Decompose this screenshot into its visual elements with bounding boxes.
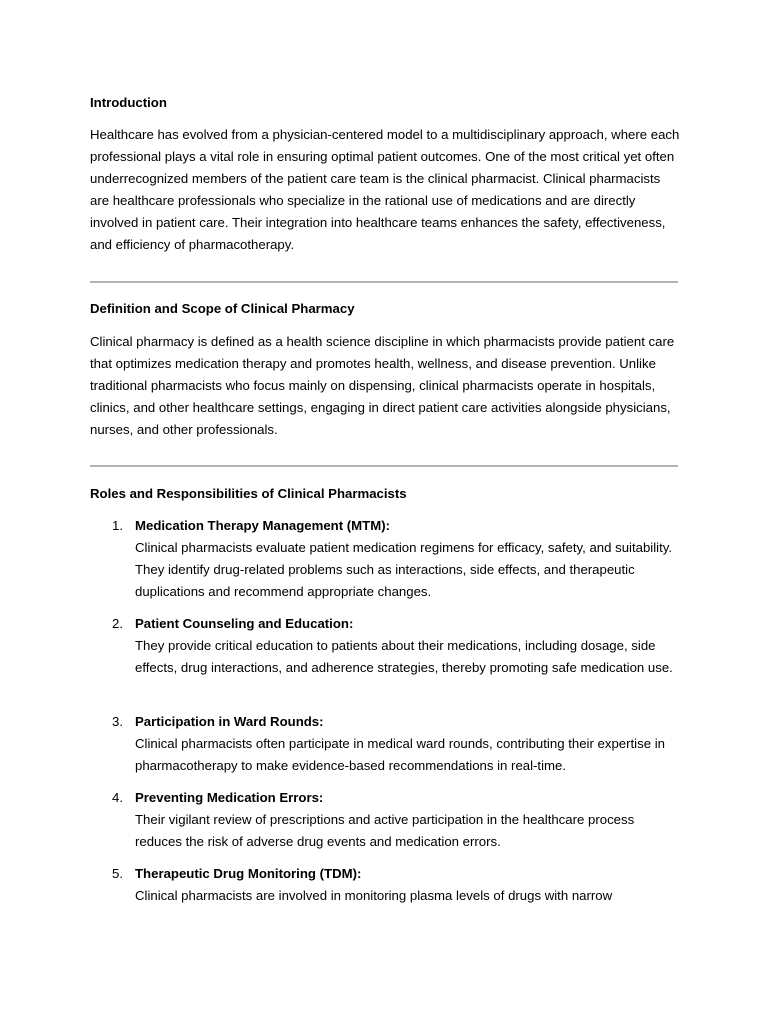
list-item-body: Clinical pharmacists evaluate patient medication regimens for efficacy, safety, and suitability. They identify drug-related problems such as interactions, side effects, and therapeutic duplications and recommend appropriate changes. [135,540,673,599]
list-item-title: Therapeutic Drug Monitoring (TDM): [135,866,362,881]
list-item-title: Participation in Ward Rounds: [135,714,324,729]
list-item-number: 1. [112,518,123,533]
list-item-number: 2. [112,616,123,631]
list-item-title: Preventing Medication Errors: [135,790,324,805]
list-item-title: Medication Therapy Management (MTM): [135,518,390,533]
list-item-title: Patient Counseling and Education: [135,616,354,631]
list-item-body: Their vigilant review of prescriptions and active participation in the healthcare process reduces the risk of adverse drug events and medication errors. [135,812,635,849]
definition-paragraph: Clinical pharmacy is defined as a health science discipline in which pharmacists provide patient care that optimizes medication therapy and promotes health, wellness, and disease prevention. Unlike traditional pharmacists who focus mainly on dispensing, clinical pharmacists operate in hospitals, clinics, and other healthcare settings, engaging in direct patient care activities alongside physicians, nurses, and other professionals. [90,334,675,437]
introduction-heading: Introduction [90,95,167,110]
section-divider [90,465,678,467]
list-item-body: They provide critical education to patients about their medications, including dosage, side effects, drug interactions, and adherence strategies, thereby promoting safe medication use. [135,638,673,675]
list-item-body: Clinical pharmacists are involved in monitoring plasma levels of drugs with narrow [135,888,613,903]
list-item-body: Clinical pharmacists often participate in medical ward rounds, contributing their expertise in pharmacotherapy to make evidence-based recommendations in real-time. [135,736,665,773]
definition-heading: Definition and Scope of Clinical Pharmacy [90,301,355,316]
list-item-number: 5. [112,866,123,881]
list-item-number: 4. [112,790,123,805]
roles-heading: Roles and Responsibilities of Clinical Pharmacists [90,486,407,501]
section-divider [90,281,678,283]
introduction-paragraph: Healthcare has evolved from a physician-centered model to a multidisciplinary approach, where each professional plays a vital role in ensuring optimal patient outcomes. One of the most critical yet often underrecognized members of the patient care team is the clinical pharmacist. Clinical pharmacists are healthcare professionals who specialize in the rational use of medications and are directly involved in patient care. Their integration into healthcare teams enhances the safety, effectiveness, and efficiency of pharmacotherapy. [90,127,680,252]
list-item-number: 3. [112,714,123,729]
